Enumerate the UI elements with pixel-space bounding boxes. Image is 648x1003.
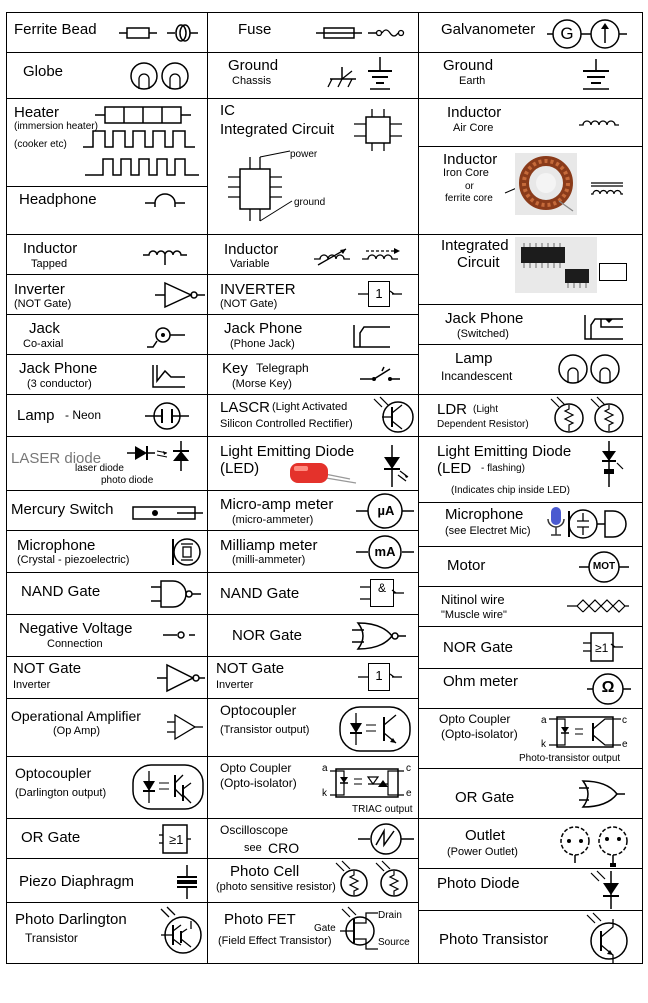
cell-ldr	[419, 395, 642, 437]
photo-cell-icon	[336, 861, 416, 901]
column-3	[418, 13, 642, 963]
svg-text:≥1: ≥1	[169, 832, 184, 847]
microphone-crystal-icon	[173, 535, 203, 569]
symbol-subtitle: (milli-ammeter)	[232, 554, 306, 566]
symbol-subtitle: (immersion heater)	[14, 121, 98, 132]
symbol-subtitle: (Switched)	[457, 328, 509, 340]
cell-negative-voltage	[7, 615, 207, 657]
symbol-note: laser diode	[75, 463, 124, 474]
optocoupler-transistor-icon	[338, 703, 414, 755]
cell-mercury-switch	[7, 491, 207, 531]
symbol-subtitle: Chassis	[232, 75, 272, 87]
photo-transistor-icon	[585, 913, 629, 963]
or-gate-box-icon	[159, 825, 191, 853]
symbol-name: Opto Coupler	[220, 761, 292, 775]
cell-piezo-diaphragm	[7, 859, 207, 903]
symbol-name: Globe	[23, 63, 64, 80]
symbol-name: NOT Gate	[216, 660, 285, 677]
cell-ground-chassis	[208, 53, 419, 99]
symbol-subtitle: (micro-ammeter)	[232, 514, 314, 526]
not-gate-icon	[157, 663, 205, 693]
symbol-subtitle: Iron Core	[443, 167, 489, 179]
symbol-subtitle: (NOT Gate)	[14, 298, 72, 310]
cell-optocoupler-darlington	[7, 757, 207, 819]
symbol-name: Mercury Switch	[11, 501, 114, 518]
nand-gate-icon	[151, 579, 201, 609]
symbol-name: LASER diode	[11, 450, 102, 467]
symbol-subtitle: (Op Amp)	[53, 725, 101, 737]
symbol-subtitle: (Morse Key)	[232, 378, 292, 390]
symbol-subtitle: (Crystal - piezoelectric)	[17, 554, 130, 566]
op-amp-icon	[167, 713, 203, 741]
symbol-name: Lamp	[17, 407, 55, 424]
symbol-subtitle: see	[244, 842, 262, 854]
cell-jack-phone-3	[7, 355, 207, 395]
jack-coaxial-icon	[147, 325, 187, 349]
symbol-name: Photo Cell	[230, 863, 300, 880]
jack-phone-3-icon	[151, 363, 187, 389]
cell-jack-coaxial	[7, 315, 207, 355]
cell-micro-amp	[208, 491, 419, 531]
symbol-name: Heater	[14, 104, 60, 121]
cell-nand-gate-2	[208, 573, 419, 615]
nitinol-wire-icon	[567, 599, 629, 613]
negative-voltage-icon	[163, 629, 199, 641]
motor-label: MOT	[592, 561, 616, 572]
symbol-subtitle: Dependent Resistor)	[437, 419, 529, 430]
cell-headphone	[7, 187, 207, 235]
laser-diode-icon	[127, 441, 205, 471]
symbol-note: ground	[294, 197, 326, 208]
symbol-subtitle: Connection	[47, 638, 103, 650]
ohm-label: Ω	[601, 679, 615, 696]
led-flashing-icon	[597, 441, 625, 487]
cell-inverter	[7, 275, 207, 315]
jack-phone-switched-icon	[583, 313, 627, 341]
cell-or-gate-2	[419, 769, 642, 819]
symbol-name: NOT Gate	[13, 660, 82, 677]
inverter-box-leads	[358, 281, 404, 307]
pin-label: Source	[378, 937, 410, 948]
cell-fuse	[208, 13, 419, 53]
symbol-name: Piezo Diaphragm	[19, 873, 135, 890]
symbol-subtitle: ferrite core	[445, 193, 493, 204]
cell-inductor-air	[419, 99, 642, 147]
galvanometer-label: G	[560, 24, 574, 43]
symbol-name: Microphone	[17, 537, 96, 554]
symbol-subtitle: (cooker etc)	[14, 139, 67, 150]
symbol-subtitle: (Field Effect Transistor)	[218, 935, 332, 947]
symbol-note: photo diode	[101, 475, 154, 486]
symbol-name: Headphone	[19, 191, 97, 208]
globe-icon	[129, 59, 193, 93]
cell-nitinol-wire	[419, 587, 642, 627]
symbol-subtitle: Air Core	[453, 122, 494, 134]
cell-galvanometer	[419, 13, 642, 53]
led-symbol-icon	[380, 445, 414, 487]
symbol-subtitle: (Light	[473, 404, 499, 415]
cell-lamp-neon	[7, 395, 207, 437]
symbol-name: IC	[220, 102, 235, 119]
inverter-box-icon: 1	[368, 281, 390, 307]
cell-op-amp	[7, 699, 207, 757]
nand-box-icon: &	[370, 579, 394, 607]
symbol-name: Negative Voltage	[19, 620, 133, 637]
cell-inductor-variable	[208, 235, 419, 275]
symbol-name: Integrated Circuit	[220, 121, 335, 138]
symbol-name: Photo Diode	[437, 875, 520, 892]
symbol-name: Jack Phone	[445, 310, 524, 327]
lascr-icon	[372, 397, 416, 435]
symbol-subtitle: (Light Activated	[272, 401, 348, 413]
symbol-name: Outlet	[465, 827, 506, 844]
symbol-name: Inverter	[14, 281, 65, 298]
cell-integrated-circuit	[419, 235, 642, 305]
symbol-name: Microphone	[445, 506, 524, 523]
symbol-name: LDR	[437, 401, 468, 418]
symbol-subtitle: (see Electret Mic)	[445, 525, 531, 537]
cell-ground-earth	[419, 53, 642, 99]
ic-pinout-icon	[222, 153, 302, 227]
symbol-subtitle: (3 conductor)	[27, 378, 92, 390]
symbol-name: INVERTER	[220, 281, 296, 298]
symbol-subtitle: or	[465, 181, 474, 192]
symbol-name: Optocoupler	[15, 765, 92, 781]
symbol-subtitle: - flashing)	[481, 463, 525, 474]
ferrite-bead-icon	[119, 23, 199, 43]
cell-outlet	[419, 819, 642, 869]
pin-label: c	[622, 715, 627, 726]
ldr-icon	[549, 395, 629, 435]
symbol-subtitle: (Darlington output)	[15, 787, 107, 799]
piezo-diaphragm-icon	[175, 865, 199, 899]
symbol-note: Photo-transistor output	[519, 753, 621, 764]
ic-small-icon	[354, 109, 402, 151]
symbol-name: Photo Transistor	[439, 931, 549, 948]
optocoupler-darlington-icon	[131, 761, 205, 813]
symbol-subtitle: Inverter	[13, 679, 51, 691]
column-2	[207, 13, 419, 963]
symbol-name: Milliamp meter	[220, 537, 318, 554]
symbol-name: Galvanometer	[441, 21, 536, 38]
cell-globe	[7, 53, 207, 99]
mercury-switch-icon	[133, 503, 203, 523]
symbol-name: Operational Amplifier	[11, 708, 141, 724]
ground-chassis-icon	[328, 57, 398, 93]
led-photo-icon	[290, 457, 364, 487]
symbol-subtitle: CRO	[268, 840, 300, 856]
milliamp-label: mA	[374, 544, 396, 559]
symbol-name: Jack Phone	[224, 320, 303, 337]
inductor-tapped-icon	[143, 243, 187, 265]
symbol-chart	[6, 12, 643, 964]
symbol-name: Circuit	[457, 254, 500, 271]
photo-darlington-icon	[157, 907, 205, 957]
symbol-subtitle: (Opto-isolator)	[220, 776, 297, 790]
symbol-name: Light Emitting Diode	[220, 443, 355, 460]
cell-laser-diode	[7, 437, 207, 491]
toroid-photo-icon	[515, 153, 577, 215]
cell-ohm-meter	[419, 669, 642, 709]
cell-photo-darlington	[7, 903, 207, 965]
symbol-name: Motor	[447, 557, 486, 574]
jack-phone-icon	[352, 325, 392, 349]
symbol-name: (LED)	[220, 460, 260, 477]
heater-icon	[83, 105, 201, 183]
cell-not-gate-2	[208, 657, 419, 699]
symbol-name: Fuse	[238, 21, 272, 38]
symbol-name: Photo FET	[224, 911, 296, 928]
not-box-icon: 1	[368, 663, 390, 691]
symbol-name: (LED	[437, 460, 472, 477]
symbol-name: Inductor	[447, 104, 502, 121]
pin-label: Drain	[378, 910, 402, 921]
symbol-subtitle: Co-axial	[23, 338, 64, 350]
fuse-icon	[316, 23, 412, 43]
symbol-name: Micro-amp meter	[220, 496, 334, 513]
or-gate-icon	[579, 779, 625, 809]
symbol-subtitle: - Neon	[65, 408, 102, 422]
key-telegraph-icon	[360, 365, 400, 385]
symbol-subtitle: Tapped	[31, 258, 68, 270]
opto-triac-icon	[330, 765, 404, 799]
symbol-subtitle: (NOT Gate)	[220, 298, 278, 310]
ic-photo-icon	[515, 237, 597, 293]
symbol-name: NOR Gate	[443, 639, 514, 656]
symbol-name: Jack	[29, 320, 60, 337]
inductor-iron-icon	[591, 181, 623, 195]
cell-photo-diode	[419, 869, 642, 911]
symbol-note: power	[290, 149, 318, 160]
svg-text:≥1: ≥1	[595, 641, 609, 655]
symbol-name: LASCR	[220, 399, 271, 416]
symbol-name: Inductor	[443, 151, 498, 168]
symbol-name: Jack Phone	[19, 360, 98, 377]
symbol-subtitle: Incandescent	[441, 369, 513, 383]
cell-or-gate-1	[7, 819, 207, 859]
pin-label: k	[322, 788, 327, 799]
photo-diode-icon	[589, 869, 623, 909]
symbol-subtitle: Inverter	[216, 679, 254, 691]
cell-key-telegraph	[208, 355, 419, 395]
symbol-subtitle: Earth	[459, 75, 486, 87]
cell-inductor-iron	[419, 147, 642, 235]
symbol-subtitle: Telegraph	[256, 361, 309, 375]
symbol-name: Lamp	[455, 350, 493, 367]
symbol-name: Light Emitting Diode	[437, 443, 572, 460]
cell-nor-gate-1	[208, 615, 419, 657]
symbol-name: NAND Gate	[21, 583, 101, 600]
pin-label: a	[541, 715, 547, 726]
cell-optocoupler-transistor	[208, 699, 419, 757]
outlet-icon	[557, 823, 633, 867]
photo-fet-icon	[338, 905, 378, 953]
symbol-subtitle: (Power Outlet)	[447, 846, 518, 858]
cell-lascr	[208, 395, 419, 437]
symbol-name: Inductor	[23, 240, 78, 257]
symbol-subtitle: (Opto-isolator)	[441, 727, 518, 741]
cell-heater	[7, 99, 207, 187]
cell-nor-gate-2	[419, 627, 642, 669]
symbol-subtitle: Variable	[230, 258, 270, 270]
symbol-subtitle: (Phone Jack)	[230, 338, 295, 350]
cell-inductor-tapped	[7, 235, 207, 275]
micro-amp-label: µA	[377, 503, 395, 518]
pin-label: c	[406, 763, 411, 774]
symbol-subtitle: (Transistor output)	[220, 724, 310, 736]
pin-label: e	[622, 739, 628, 750]
symbol-name: Opto Coupler	[439, 712, 511, 726]
cell-microphone-electret	[419, 503, 642, 547]
opto-phototransistor-icon	[549, 715, 621, 749]
symbol-name: OR Gate	[455, 789, 515, 806]
microphone-electret-icon	[547, 505, 637, 543]
cell-inverter-box	[208, 275, 419, 315]
nor-gate-icon	[352, 621, 406, 651]
cell-photo-cell	[208, 859, 419, 903]
pin-label: k	[541, 739, 546, 750]
oscilloscope-icon	[358, 823, 414, 855]
cell-photo-fet	[208, 903, 419, 965]
symbol-subtitle: (photo sensitive resistor)	[216, 881, 336, 893]
symbol-name: Ohm meter	[443, 673, 519, 690]
lamp-neon-icon	[145, 401, 189, 431]
symbol-name: Oscilloscope	[220, 823, 289, 837]
symbol-name: Nitinol wire	[441, 592, 505, 607]
lamp-incandescent-icon	[557, 353, 623, 387]
cell-oscilloscope	[208, 819, 419, 859]
cell-photo-transistor	[419, 911, 642, 965]
pin-label: a	[322, 763, 328, 774]
symbol-name: NOR Gate	[232, 627, 303, 644]
symbol-name: OR Gate	[21, 829, 81, 846]
inductor-variable-icon	[314, 245, 414, 265]
symbol-name: Key	[222, 360, 248, 377]
nor-box-icon	[583, 633, 623, 661]
symbol-name: Integrated	[441, 237, 509, 254]
symbol-name: Ground	[228, 57, 279, 74]
ic-box-icon	[599, 263, 627, 281]
cell-motor	[419, 547, 642, 587]
cell-jack-phone-switched	[419, 305, 642, 345]
headphone-icon	[145, 193, 187, 211]
cell-jack-phone	[208, 315, 419, 355]
symbol-name: Ferrite Bead	[14, 21, 97, 38]
symbol-subtitle: "Muscle wire"	[441, 609, 507, 621]
cell-opto-coupler-phototransistor	[419, 709, 642, 769]
cell-lamp-incandescent	[419, 345, 642, 395]
symbol-name: Photo Darlington	[15, 911, 127, 928]
symbol-name: Inductor	[224, 241, 279, 258]
symbol-name: Ground	[443, 57, 494, 74]
symbol-note: (Indicates chip inside LED)	[451, 485, 570, 496]
cell-opto-coupler-triac	[208, 757, 419, 819]
symbol-name: Optocoupler	[220, 702, 297, 718]
cell-ferrite-bead	[7, 13, 207, 53]
symbol-subtitle: Silicon Controlled Rectifier)	[220, 418, 353, 430]
symbol-name: NAND Gate	[220, 585, 300, 602]
inductor-air-icon	[579, 115, 619, 127]
symbol-subtitle: Transistor	[25, 931, 78, 945]
cell-ic	[208, 99, 419, 235]
column-1	[7, 13, 207, 963]
cell-led-flashing	[419, 437, 642, 503]
ground-earth-icon	[581, 59, 611, 93]
pin-label: Gate	[314, 923, 336, 934]
cell-milliamp	[208, 531, 419, 573]
cell-not-gate-1	[7, 657, 207, 699]
cell-led	[208, 437, 419, 491]
symbol-note: TRIAC output	[352, 804, 413, 815]
inverter-icon	[155, 281, 205, 309]
cell-nand-gate-1	[7, 573, 207, 615]
pin-label: e	[406, 788, 412, 799]
cell-microphone-crystal	[7, 531, 207, 573]
